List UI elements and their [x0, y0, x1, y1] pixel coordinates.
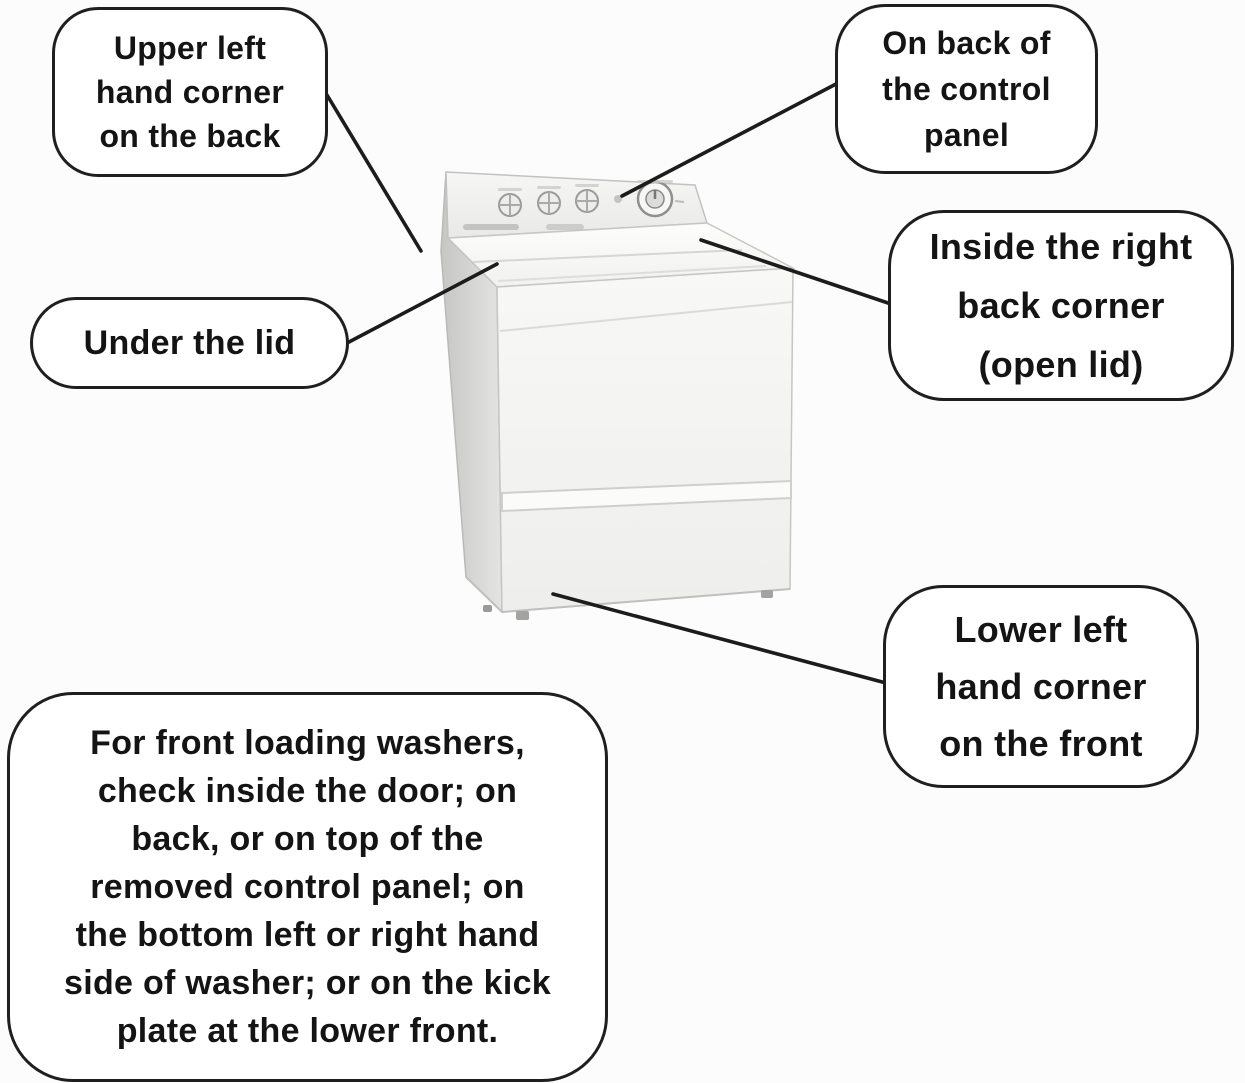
washer-foot-right: [761, 590, 773, 598]
callout-line: hand corner: [935, 666, 1147, 707]
callout-line: the bottom left or right hand: [75, 916, 540, 954]
console-tick-2: [537, 186, 561, 189]
callout-line: check inside the door; on: [97, 772, 518, 810]
pointer-line-control-panel-back: [622, 84, 836, 196]
console-knob-2: [538, 192, 560, 214]
callout-line: hand corner: [95, 74, 285, 110]
console-knob-3: [576, 190, 598, 212]
callout-lower-front: [883, 585, 1199, 788]
callout-line: on the front: [939, 723, 1143, 764]
callout-line: On back of: [882, 25, 1051, 61]
callout-line: on the back: [99, 118, 281, 154]
callout-line: (open lid): [978, 344, 1144, 385]
washer-front-panel: [497, 268, 793, 612]
callout-right-back-corner: [888, 210, 1234, 401]
callout-line: back corner: [957, 285, 1165, 326]
callout-under-lid: [30, 297, 349, 389]
callout-line: the control: [882, 71, 1051, 107]
callout-line: side of washer; or on the kick: [63, 964, 551, 1002]
callout-line: Lower left: [954, 609, 1128, 650]
callout-line: back, or on top of the: [131, 820, 484, 858]
callout-upper-left-back: [52, 7, 328, 177]
callout-line: Upper left: [113, 30, 267, 66]
pointer-line-upper-left-back: [327, 95, 421, 251]
callout-line: plate at the lower front.: [116, 1012, 499, 1050]
callout-line: removed control panel; on: [90, 868, 525, 906]
washer-illustration: [441, 172, 793, 620]
callout-control-panel-back: [835, 4, 1098, 174]
console-label-text: [546, 224, 584, 230]
washer-foot-side: [483, 605, 492, 612]
console-tick-3: [575, 184, 599, 187]
callout-line: For front loading washers,: [90, 724, 525, 762]
callout-front-loading-note: [7, 692, 608, 1082]
console-knob-1: [499, 194, 521, 216]
callout-line: Under the lid: [83, 324, 296, 362]
console-tick-1: [498, 188, 522, 191]
callout-line: Inside the right: [929, 226, 1193, 267]
pointer-line-lower-front: [553, 594, 886, 683]
washer-foot-left: [516, 611, 529, 620]
callout-line: panel: [923, 117, 1010, 153]
console-brand-text: [463, 224, 519, 230]
